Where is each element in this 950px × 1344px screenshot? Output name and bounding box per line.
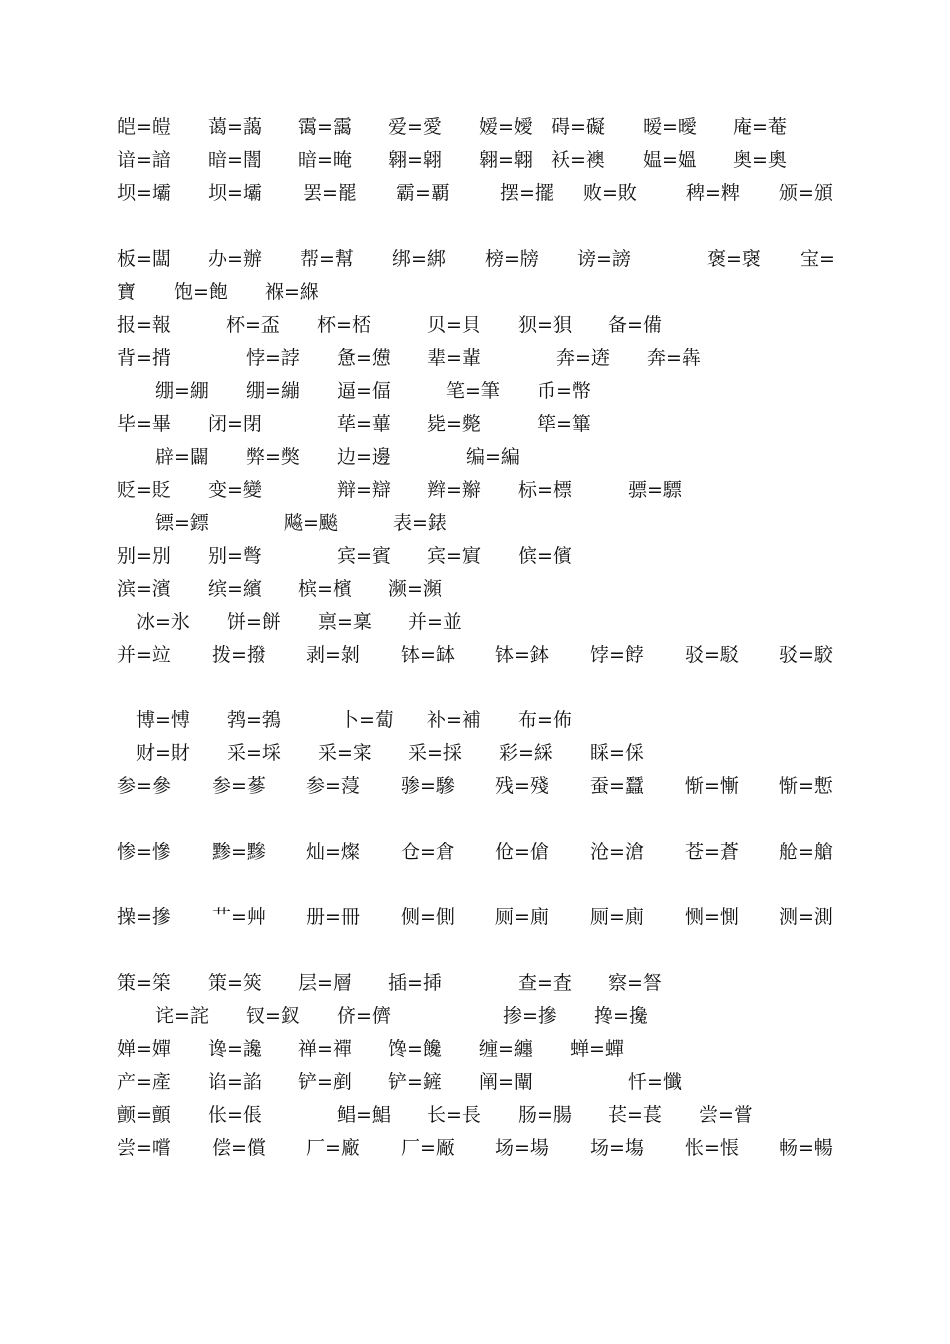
character-pair: 黪=黲 [212,841,266,863]
text-line [0,971,950,1001]
character-pair: 册=冊 [306,906,360,928]
text-line [0,1070,950,1100]
character-pair: 测=測 [779,906,833,928]
character-pair: 报=報 [117,314,171,336]
character-pair: 驳=駁 [685,644,739,666]
character-pair: 绷=繃 [246,380,300,402]
character-pair: 尝=嚐 [117,1137,171,1159]
text-line [0,478,950,508]
character-pair: 辈=輩 [427,347,481,369]
character-pair: 别=別 [117,545,171,567]
character-pair: 并=竝 [117,644,171,666]
text-line [0,247,950,277]
character-pair: 霸=覇 [396,182,450,204]
character-pair: 变=變 [208,479,262,501]
character-pair: 暧=曖 [643,116,697,138]
character-pair: 稗=粺 [686,182,740,204]
character-pair: 庵=菴 [733,116,787,138]
character-pair: 侧=側 [401,906,455,928]
character-pair: 彩=綵 [499,742,553,764]
character-pair: 策=筞 [117,972,171,994]
character-pair: 缤=繽 [208,578,262,600]
character-pair: 寶 [117,281,137,303]
character-pair: 宝= [800,248,835,270]
character-pair: 苍=蒼 [685,841,739,863]
character-pair: 禀=稟 [318,611,372,633]
character-pair: 惨=慘 [117,841,171,863]
text-line [0,379,950,409]
character-pair: 宾=賓 [337,545,391,567]
character-pair: 灿=燦 [306,841,360,863]
character-pair: 睬=倸 [590,742,644,764]
character-pair: 鲳=鯧 [337,1104,391,1126]
character-pair: 背=揹 [117,347,171,369]
text-line [0,445,950,475]
character-pair: 采=採 [408,742,462,764]
text-line [0,115,950,145]
character-pair: 蚕=蠶 [590,775,644,797]
text-line [0,1136,950,1166]
character-pair: 贝=貝 [427,314,481,336]
character-pair: 艹=艸 [212,906,266,928]
character-pair: 媪=媼 [643,149,697,171]
character-pair: 筚=篳 [537,413,591,435]
character-pair: 缠=纏 [479,1038,533,1060]
character-pair: 颁=頒 [779,182,833,204]
character-pair: 苌=萇 [608,1104,662,1126]
character-pair: 袄=襖 [551,149,605,171]
character-pair: 奔=逩 [556,347,610,369]
character-pair: 参=蓡 [306,775,360,797]
text-line [0,412,950,442]
character-pair: 饽=餑 [590,644,644,666]
character-pair: 摆=擺 [500,182,554,204]
text-line [0,905,950,935]
character-pair: 场=場 [495,1137,549,1159]
character-pair: 馋=饞 [388,1038,442,1060]
character-pair: 舱=艙 [779,841,833,863]
character-pair: 褒=襃 [707,248,761,270]
character-pair: 婵=嬋 [117,1038,171,1060]
character-pair: 惫=憊 [337,347,391,369]
character-pair: 仓=倉 [401,841,455,863]
character-pair: 奥=奧 [733,149,787,171]
character-pair: 笔=筆 [446,380,500,402]
character-pair: 采=寀 [318,742,372,764]
character-pair: 插=揷 [388,972,442,994]
character-pair: 坝=壩 [208,182,262,204]
character-pair: 骠=驃 [628,479,682,501]
character-pair: 剥=剝 [306,644,360,666]
character-pair: 杯=盃 [226,314,280,336]
character-pair: 谙=諳 [117,149,171,171]
character-pair: 残=殘 [495,775,549,797]
character-pair: 层=層 [298,972,352,994]
character-pair: 槟=檳 [298,578,352,600]
character-pair: 谄=諂 [208,1071,262,1093]
character-pair: 采=埰 [227,742,281,764]
character-pair: 肠=腸 [518,1104,572,1126]
character-pair: 弊=獘 [246,446,300,468]
character-pair: 怅=悵 [685,1137,739,1159]
character-pair: 厕=廁 [590,906,644,928]
character-pair: 禅=禪 [298,1038,352,1060]
character-pair: 帮=幫 [300,248,354,270]
character-pair: 沧=滄 [590,841,644,863]
character-pair: 镖=鏢 [155,512,209,534]
character-pair: 悖=誖 [246,347,300,369]
character-pair: 辫=辮 [427,479,481,501]
character-pair: 飚=飈 [284,512,338,534]
character-pair: 皑=皚 [117,116,171,138]
character-pair: 饱=飽 [174,281,228,303]
character-pair: 惭=慚 [685,775,739,797]
character-pair: 布=佈 [518,709,572,731]
character-pair: 榜=牓 [485,248,539,270]
character-pair: 场=塲 [590,1137,644,1159]
character-pair: 饼=餅 [227,611,281,633]
character-pair: 钵=鉢 [495,644,549,666]
character-pair: 翱=翺 [479,149,533,171]
character-pair: 奔=犇 [647,347,701,369]
text-line [0,148,950,178]
character-pair: 褓=緥 [265,281,319,303]
character-pair: 侪=儕 [337,1005,391,1027]
character-pair: 罢=罷 [303,182,357,204]
character-pair: 宾=賔 [427,545,481,567]
character-pair: 绑=綁 [392,248,446,270]
character-pair: 坝=壩 [117,182,171,204]
character-pair: 霭=靄 [298,116,352,138]
character-pair: 操=摻 [117,906,171,928]
text-line [0,1004,950,1034]
character-pair: 毙=斃 [427,413,481,435]
text-line [0,643,950,673]
character-pair: 辟=闢 [155,446,209,468]
character-pair: 狈=狽 [518,314,572,336]
character-pair: 忏=懺 [628,1071,682,1093]
text-line [0,346,950,376]
character-pair: 长=長 [427,1104,481,1126]
character-pair: 谗=讒 [208,1038,262,1060]
character-pair: 诧=詫 [155,1005,209,1027]
character-pair: 参=參 [117,775,171,797]
character-pair: 补=補 [427,709,481,731]
text-line [0,1103,950,1133]
character-pair: 恻=惻 [685,906,739,928]
character-pair: 币=幣 [537,380,591,402]
text-line [0,708,950,738]
character-pair: 闭=閉 [208,413,262,435]
character-pair: 暗=闇 [208,149,262,171]
character-pair: 鹁=鵓 [227,709,281,731]
character-pair: 贬=貶 [117,479,171,501]
character-pair: 厂=厰 [401,1137,455,1159]
character-pair: 嫒=嬡 [479,116,533,138]
character-pair: 钗=釵 [246,1005,300,1027]
text-line [0,544,950,574]
text-line [0,741,950,771]
character-pair: 拨=撥 [212,644,266,666]
character-pair: 伥=倀 [208,1104,262,1126]
character-pair: 表=錶 [393,512,447,534]
text-line [0,511,950,541]
character-pair: 编=編 [466,446,520,468]
character-pair: 滨=濱 [117,578,171,600]
character-pair: 卜=蔔 [340,709,394,731]
character-pair: 厂=廠 [306,1137,360,1159]
character-pair: 搀=攙 [594,1005,648,1027]
character-pair: 杯=桮 [317,314,371,336]
character-pair: 伧=傖 [495,841,549,863]
character-pair: 参=蔘 [212,775,266,797]
character-pair: 钵=缽 [401,644,455,666]
character-pair: 办=辦 [208,248,262,270]
character-pair: 板=闆 [117,248,171,270]
character-pair: 畅=暢 [779,1137,833,1159]
character-pair: 濒=瀕 [388,578,442,600]
character-pair: 掺=摻 [503,1005,557,1027]
character-pair: 查=査 [518,972,572,994]
character-pair: 蔼=藹 [208,116,262,138]
character-pair: 骖=驂 [401,775,455,797]
character-pair: 暗=晻 [298,149,352,171]
character-pair: 博=愽 [136,709,190,731]
character-pair: 阐=闡 [479,1071,533,1093]
text-line [0,610,950,640]
character-pair: 惭=慙 [779,775,833,797]
character-pair: 蝉=蟬 [570,1038,624,1060]
character-pair: 翱=翶 [388,149,442,171]
text-line [0,280,950,310]
character-pair: 铲=鏟 [388,1071,442,1093]
text-line [0,577,950,607]
character-pair: 策=筴 [208,972,262,994]
character-pair: 产=產 [117,1071,171,1093]
text-line [0,1037,950,1067]
character-pair: 颤=顫 [117,1104,171,1126]
character-pair: 别=彆 [208,545,262,567]
character-pair: 标=標 [518,479,572,501]
character-pair: 冰=氷 [136,611,190,633]
character-pair: 备=備 [608,314,662,336]
character-pair: 谤=謗 [577,248,631,270]
character-pair: 荜=蓽 [337,413,391,435]
character-pair: 绷=綳 [155,380,209,402]
character-pair: 厕=廁 [495,906,549,928]
text-line [0,840,950,870]
character-pair: 驳=駮 [779,644,833,666]
character-pair: 偿=償 [212,1137,266,1159]
character-pair: 边=邊 [337,446,391,468]
character-pair: 察=詧 [608,972,662,994]
text-line [0,774,950,804]
character-pair: 碍=礙 [551,116,605,138]
text-line [0,313,950,343]
character-pair: 败=敗 [583,182,637,204]
character-pair: 尝=嘗 [699,1104,753,1126]
character-pair: 并=並 [408,611,462,633]
character-pair: 财=財 [136,742,190,764]
character-pair: 毕=畢 [117,413,171,435]
text-line [0,181,950,211]
character-pair: 爱=愛 [388,116,442,138]
character-pair: 铲=剷 [298,1071,352,1093]
character-pair: 辩=辯 [337,479,391,501]
character-pair: 傧=儐 [518,545,572,567]
character-pair: 逼=偪 [337,380,391,402]
